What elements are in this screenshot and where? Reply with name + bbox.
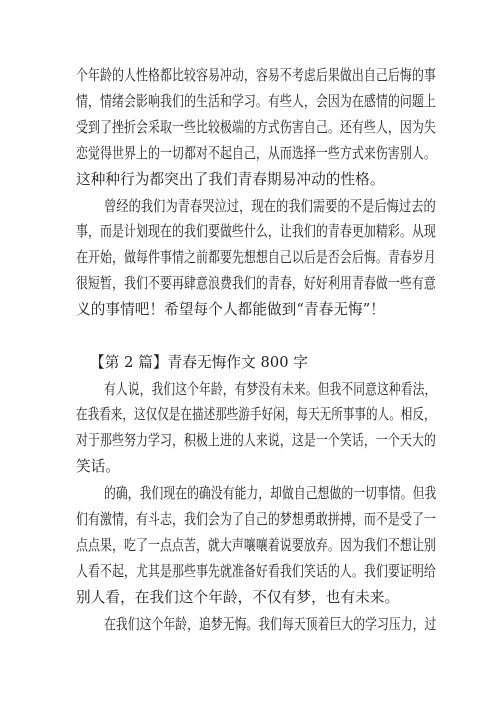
- paragraph-line: 在我看来，这仅仅是在描述那些游手好闲，每天无所事事的人。相反，: [76, 406, 436, 423]
- paragraph-line: 别人看，在我们这个年龄，不仅有梦，也有未来。: [76, 589, 400, 606]
- paragraph-line: 在开始，做每件事情之前都要先想想自己以后是否会后悔。青春岁月: [76, 249, 436, 266]
- paragraph-line: 情，情绪会影响我们的生活和学习。有些人，会因为在感情的问题上: [76, 93, 436, 110]
- paragraph-line: 这种种行为都突出了我们青春期易冲动的性格。: [76, 171, 385, 188]
- section-heading: 【第 2 篇】青春无悔作文 800 字: [90, 354, 309, 371]
- paragraph-line: 的确，我们现在的确没有能力，却做自己想做的一切事情。但我: [104, 485, 437, 502]
- paragraph-line: 义的事情吧！希望每个人都能做到“青春无悔”！: [76, 301, 385, 318]
- paragraph-line: 笑话。: [76, 458, 121, 475]
- paragraph-line: 恋觉得世界上的一切都对不起自己，从而选择一些方式来伤害别人。: [76, 145, 436, 162]
- paragraph-line: 对于那些努力学习，积极上进的人来说，这是一个笑话，一个天大的: [76, 432, 436, 449]
- paragraph-line: 们有激情，有斗志，我们会为了自己的梦想勇敢拼搏，而不是受了一: [76, 511, 436, 528]
- paragraph-line: 个年龄的人性格都比较容易冲动，容易不考虑后果做出自己后悔的事: [76, 67, 436, 84]
- paragraph-line: 曾经的我们为青春哭泣过，现在的我们需要的不是后悔过去的: [104, 198, 436, 215]
- paragraph-line: 事，而是计划现在的我们要做些什么，让我们的青春更加精彩。从现: [76, 223, 436, 240]
- paragraph-line: 点点果，吃了一点点苦，就大声嚷嚷着说要放弃。因为我们不想让别: [76, 537, 436, 554]
- paragraph-line: 受到了挫折会采取一些比较极端的方式伤害自己。还有些人，因为失: [76, 119, 436, 136]
- paragraph-line: 在我们这个年龄，追梦无悔。我们每天顶着巨大的学习压力，过: [104, 616, 437, 633]
- paragraph-line: 人看不起，尤其是那些事先就准备好看我们笑话的人。我们要证明给: [76, 563, 436, 580]
- paragraph-line: 很短暂，我们不要再肆意浪费我们的青春，好好利用青春做一些有意: [76, 275, 436, 292]
- paragraph-line: 有人说，我们这个年龄，有梦没有未来。但我不同意这种看法，: [104, 381, 437, 398]
